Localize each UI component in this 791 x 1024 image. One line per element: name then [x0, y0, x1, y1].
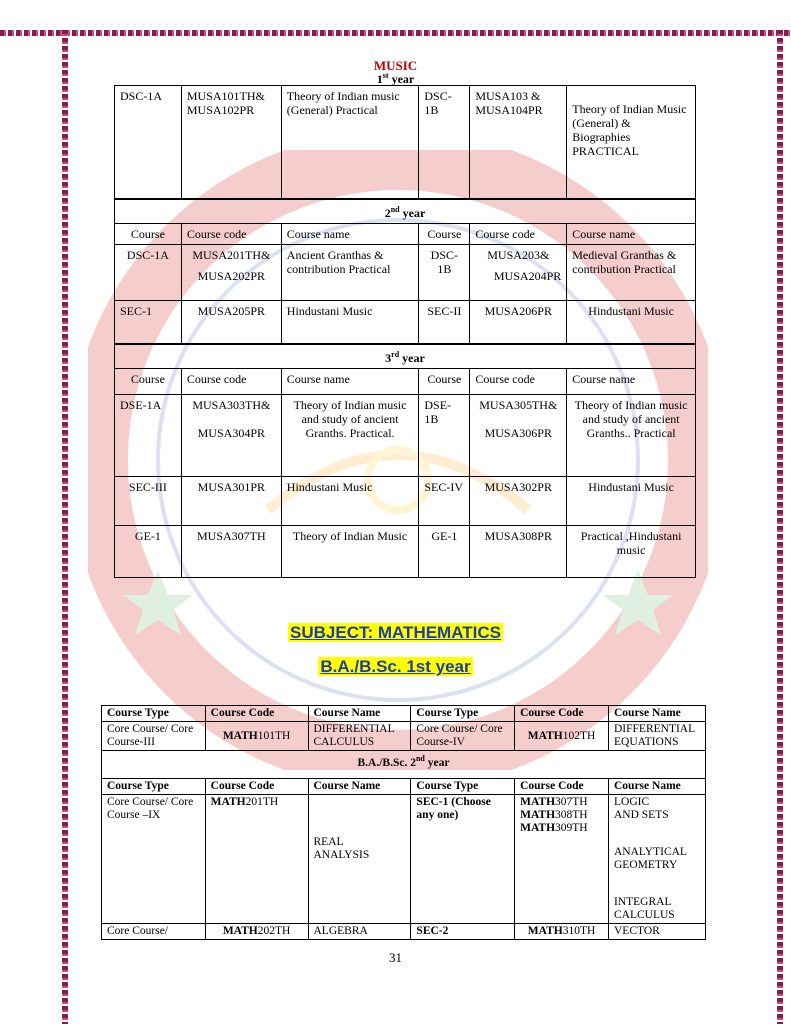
code-suffix: 102TH	[562, 729, 596, 742]
code-line	[520, 796, 603, 809]
cell-name: Theory of Indian Music (General) & Biographies PRACTICAL	[567, 86, 696, 199]
table-row	[115, 86, 696, 199]
code-suffix: 202TH	[257, 925, 291, 937]
cell-course: DSC- 1B	[419, 86, 470, 199]
music-table	[114, 85, 696, 578]
cell-code	[181, 395, 281, 477]
cell-type: Core Course/ Core Course –IX	[102, 795, 206, 924]
header-name: Course name	[567, 223, 696, 244]
table-row	[102, 795, 706, 924]
cell-code	[515, 795, 609, 924]
code-suffix: 101TH	[257, 729, 291, 742]
cell-course: SEC-IV	[419, 477, 470, 526]
cell-name: DIFFERENTIAL EQUATIONS	[609, 722, 706, 751]
year-number: 2	[384, 205, 391, 220]
cell-course: SEC-1	[115, 300, 182, 344]
code-suffix: 201TH	[245, 796, 279, 808]
cell-code	[205, 795, 308, 924]
year-heading-text: B.A./B.Sc. 1st year	[320, 657, 471, 676]
table-row	[115, 526, 696, 578]
cell-code	[515, 722, 609, 751]
cell-name: Ancient Granthas & contribution Practical	[281, 244, 419, 300]
music-title: MUSIC	[373, 58, 418, 73]
header-course: Course	[115, 369, 182, 395]
code-line: MUSA304PR	[197, 426, 265, 440]
code-line: MUSA204PR	[493, 268, 562, 283]
cell-name: Hindustani Music	[281, 477, 419, 526]
year-number: 3	[385, 351, 392, 365]
cell-name: Hindustani Music	[281, 300, 419, 344]
cell-course: GE-1	[419, 526, 470, 578]
cell-name: Practical ,Hindustani music	[567, 526, 696, 578]
code-suffix: 309TH	[555, 822, 588, 834]
cell-name: Theory of Indian music (General) Practical	[281, 86, 419, 199]
header-code: Course Code	[515, 706, 609, 722]
code-line: MUSA303TH&	[192, 398, 271, 412]
cell-code: MUSA307TH	[181, 526, 281, 578]
cell-code	[470, 395, 567, 477]
table-row	[115, 300, 696, 344]
cell-code	[515, 924, 609, 940]
cell-code: MUSA308PR	[470, 526, 567, 578]
code-line	[520, 822, 603, 835]
code-suffix: 310TH	[562, 925, 596, 937]
code-line: MUSA201TH&	[192, 247, 271, 262]
header-name: Course Name	[308, 706, 411, 722]
cell-code: MUSA206PR	[470, 300, 567, 344]
cell-name: Hindustani Music	[567, 477, 696, 526]
table-row	[115, 344, 696, 369]
cell-course: SEC-III	[115, 477, 182, 526]
cell-code: MUSA205PR	[181, 300, 281, 344]
subject-heading	[0, 623, 791, 643]
cell-name: Theory of Indian Music	[281, 526, 419, 578]
code-suffix: 308TH	[555, 809, 588, 821]
year-number: 1	[376, 72, 383, 86]
year-word: year	[391, 72, 415, 86]
year-label-row	[115, 199, 696, 224]
code-prefix: MATH	[527, 729, 563, 742]
cell-type: SEC-1 (Choose any one)	[411, 795, 515, 924]
subject-heading-text: SUBJECT: MATHEMATICS	[290, 623, 501, 642]
cell-name: Medieval Granthas & contribution Practical	[567, 244, 696, 300]
cell-name: VECTOR	[609, 924, 706, 940]
header-type: Course Type	[102, 779, 206, 795]
cell-code	[181, 244, 281, 300]
year-suffix: nd	[390, 204, 400, 214]
code-line: MUSA305TH&	[479, 398, 558, 412]
code-line: MUSA306PR	[484, 426, 552, 440]
page-border-top	[0, 30, 791, 36]
header-name: Course name	[281, 369, 419, 395]
header-course: Course	[419, 223, 470, 244]
cell-code: MUSA302PR	[470, 477, 567, 526]
code-line: MUSA202PR	[197, 268, 265, 283]
code-prefix: MATH	[520, 809, 556, 821]
code-line: MUSA203&	[487, 247, 550, 262]
year-suffix: nd	[415, 754, 425, 763]
cell-name: Hindustani Music	[567, 300, 696, 344]
cell-type: Core Course/ Core Course-III	[102, 722, 206, 751]
code-prefix: MATH	[210, 796, 246, 808]
header-code: Course Code	[205, 706, 308, 722]
year-suffix: st	[382, 71, 389, 80]
code-prefix: MATH	[222, 925, 258, 937]
year-label-row	[102, 751, 706, 779]
table-row	[115, 199, 696, 224]
table-header-row	[102, 779, 706, 795]
year-heading	[0, 657, 791, 677]
math-table	[101, 705, 706, 940]
page-border-left	[62, 30, 68, 1024]
code-prefix: MATH	[520, 822, 556, 834]
cell-type: Core Course/ Core Course-IV	[411, 722, 515, 751]
code-line	[520, 809, 603, 822]
header-code: Course Code	[205, 779, 308, 795]
cell-course: DSC-1B	[419, 244, 470, 300]
page-number: 31	[389, 950, 402, 965]
cell-name	[609, 795, 706, 924]
header-code: Course code	[470, 223, 567, 244]
year-label-row	[115, 344, 696, 369]
course-name-text: LOGIC AND SETS	[614, 796, 669, 821]
code-suffix: 307TH	[555, 796, 588, 808]
table-row	[102, 924, 706, 940]
header-course: Course	[115, 223, 182, 244]
table-row	[102, 751, 706, 779]
cell-course: DSC-1A	[115, 86, 182, 199]
header-type: Course Type	[411, 779, 515, 795]
header-type: Course Type	[102, 706, 206, 722]
table-header-row	[102, 706, 706, 722]
cell-name: ALGEBRA	[308, 924, 411, 940]
cell-course: DSE-1B	[419, 395, 470, 477]
course-name-text: REAL ANALYSIS	[313, 836, 370, 861]
header-name: Course Name	[609, 779, 706, 795]
table-row	[115, 395, 696, 477]
cell-name: DIFFERENTIAL CALCULUS	[308, 722, 411, 751]
table-header-row	[115, 223, 696, 244]
cell-course: DSC-1A	[115, 244, 182, 300]
year-word: year	[402, 205, 426, 220]
cell-type: SEC-2	[411, 924, 515, 940]
page-border-right	[777, 30, 783, 1024]
header-code: Course Code	[515, 779, 609, 795]
header-code: Course code	[181, 369, 281, 395]
header-name: Course Name	[308, 779, 411, 795]
header-code: Course code	[181, 223, 281, 244]
cell-course: GE-1	[115, 526, 182, 578]
code-prefix: MATH	[222, 729, 258, 742]
table-row	[115, 244, 696, 300]
year2-prefix: B.A./B.Sc. 2	[357, 756, 416, 769]
header-name: Course name	[281, 223, 419, 244]
cell-course: DSE-1A	[115, 395, 182, 477]
table-header-row	[115, 369, 696, 395]
cell-code	[205, 722, 308, 751]
cell-name	[308, 795, 411, 924]
cell-name: Theory of Indian music and study of ancient Granths. Practical.	[281, 395, 419, 477]
cell-code: MUSA101TH& MUSA102PR	[181, 86, 281, 199]
cell-code: MUSA301PR	[181, 477, 281, 526]
table-row	[102, 722, 706, 751]
cell-code	[470, 244, 567, 300]
course-name-text: INTEGRAL CALCULUS	[614, 896, 675, 921]
code-prefix: MATH	[527, 925, 563, 937]
header-code: Course code	[470, 369, 567, 395]
header-name: Course Name	[609, 706, 706, 722]
cell-code: MUSA103 & MUSA104PR	[470, 86, 567, 199]
year-suffix: rd	[391, 350, 400, 359]
header-name: Course name	[567, 369, 696, 395]
header-course: Course	[419, 369, 470, 395]
cell-code	[205, 924, 308, 940]
code-prefix: MATH	[520, 796, 556, 808]
header-type: Course Type	[411, 706, 515, 722]
cell-name: Theory of Indian music and study of ancient Granths.. Practical	[567, 395, 696, 477]
course-name-text: ANALYTICAL GEOMETRY	[614, 846, 687, 871]
cell-type: Core Course/	[102, 924, 206, 940]
cell-course: SEC-II	[419, 300, 470, 344]
table-row	[115, 477, 696, 526]
year-word: year	[402, 351, 425, 365]
year-word: year	[427, 756, 450, 769]
